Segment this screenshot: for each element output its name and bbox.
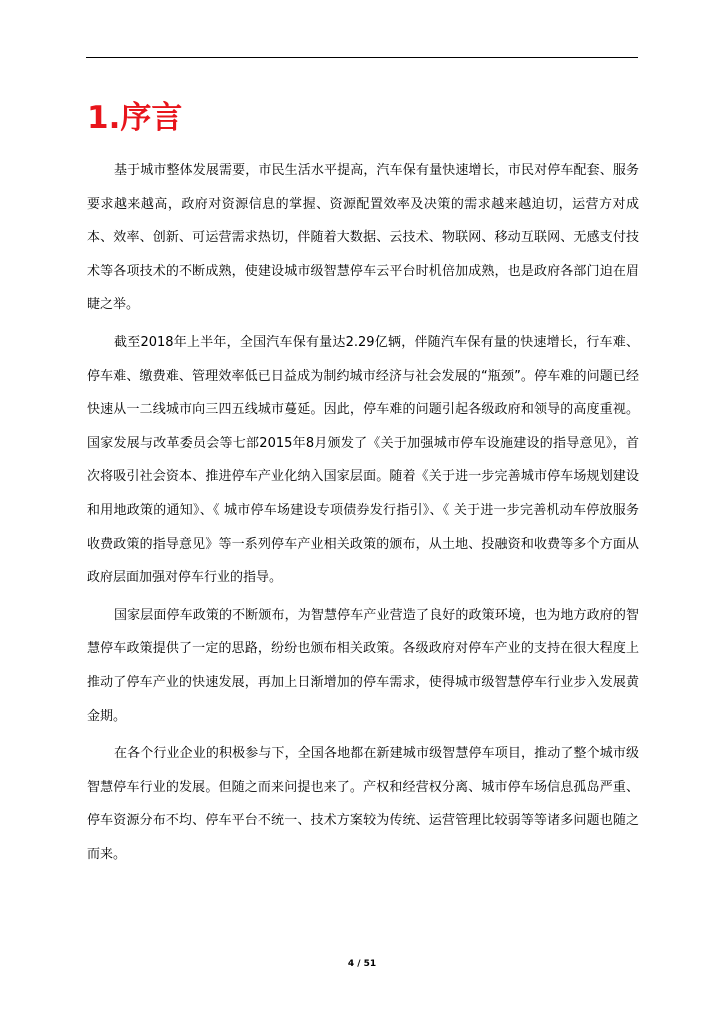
body-text — [87, 154, 639, 875]
paragraph-problems: 在各个行业企业的积极参与下，全国各地都在新建城市级智慧停车项目，推动了整个城市级智慧停车行业的发展。但随之而来问提也来了。产权和经营权分离、城市停车场信息孤岛严重、停车资源分布不均、停车平台不统一、技术方案较为传统、运营管理比较弱等等诸多问题也随之而来。 — [87, 746, 639, 862]
header-rule — [86, 57, 638, 58]
paragraph-policy: 国家层面停车政策的不断颁布，为智慧停车产业营造了良好的政策环境，也为地方政府的智慧停车政策提供了一定的思路，纷纷也颁布相关政策。各级政府对停车产业的支持在很大程度上推动了停车产业的快速发展，再加上日渐增加的停车需求，使得城市级智慧停车行业步入发展黄金期。 — [87, 607, 639, 724]
page-number: 4 / 51 — [347, 959, 377, 969]
paragraph-background: 截至2018年上半年，全国汽车保有量达2.29亿辆，伴随汽车保有量的快速增长，行车难、停车难、缴费难、管理效率低已日益成为制约城市经济与社会发展的“瓶颈”。停车难的问题已经快速从一二线城市向三四五线城市蔓延。因此，停车难的问题引起各级政府和领导的高度重视。国家发展与改革委员会等七部2015年8月颁发了《关于加强城市停车设施建设的指导意见》，首次将吸引社会资本、推进停车产业化纳入国家层面。随着《关于进一步完善城市停车场规划建设和用地政策的通知》、《 城市停车场建设专项债券发行指引》、《 关于进一步完善机动车停放服务收费政策的指导意见》等一系列停车产业相关政策的颁布，从土地、投融资和收费等多个方面从政府层面加强对停车行业的指导。 — [87, 334, 639, 586]
paragraph-intro: 基于城市整体发展需要，市民生活水平提高，汽车保有量快速增长，市民对停车配套、服务要求越来越高，政府对资源信息的掌握、资源配置效率及决策的需求越来越迫切，运营方对成本、效率、创新、可运营需求热切，伴随着大数据、云技术、物联网、移动互联网、无感支付技术等各项技术的不断成熟，使建设城市级智慧停车云平台时机倍加成熟，也是政府各部门迫在眉睫之举。 — [87, 163, 639, 313]
section-heading: 1.序言 — [87, 100, 183, 136]
